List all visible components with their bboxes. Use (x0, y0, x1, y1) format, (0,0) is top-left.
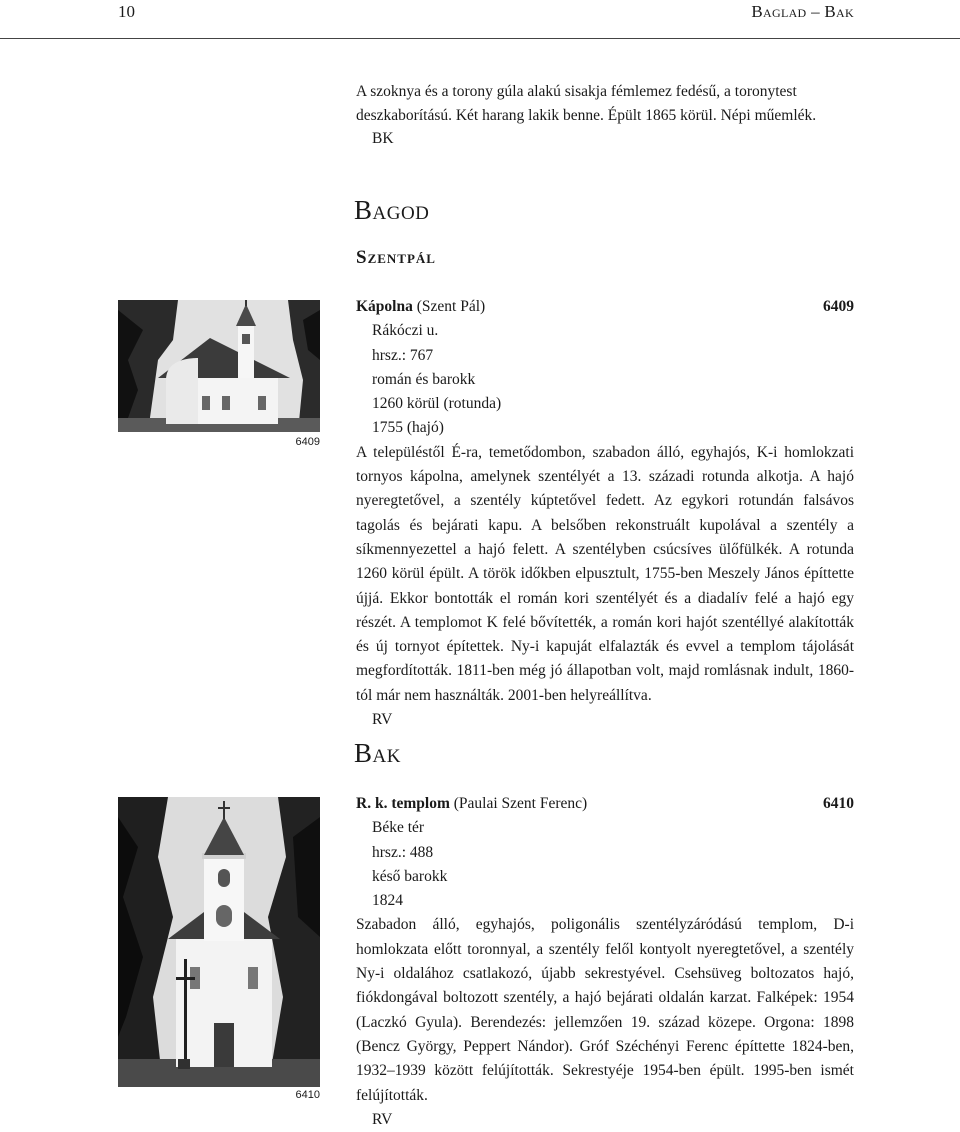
entry-date-1: 1260 körül (rotunda) (372, 395, 502, 413)
running-title: Baglad – Bak (751, 2, 854, 21)
chapel-illustration (118, 300, 320, 432)
entry-number: 6409 (823, 298, 854, 315)
town-heading-bagod: Bagod (354, 195, 430, 225)
entry-style: román és barokk (372, 370, 476, 388)
entry-title-row (356, 792, 854, 816)
entry-6410 (356, 792, 854, 1132)
intro-signature: BK (372, 130, 394, 147)
intro-paragraph: A szoknya és a torony gúla alakú sisakja fémlemez fedésű, a toronytest deszkaborítású. Két harang lakik benne. Épült 1865 körül. Népi műemlék. (356, 83, 817, 125)
town-heading-bak: Bak (354, 738, 401, 768)
entry-description: Szabadon álló, egyhajós, poligonális szentélyzáródású templom, D-i homlokzata előtt toronnyal, a szentély felől kontyolt nyeregtetővel, a szentély Ny-i oldalához csatlakozó, újabb sekrestyével. Csehsüveg boltozatos hajó, fiókdongával boltozott szentély, a hajó bejárati oldalán karzat. Falképek: 1954 (Laczkó Gyula). Berendezés: jellemzően 19. század közepe. Orgona: 1898 (Bencz György, Peppert Nándor). Gróf Széchényi Ferenc építtette 1824-ben, 1932–1939 között felújították. Sekrestyéje 1954-ben épült. 1995-ben ismét felújították. (356, 916, 854, 1104)
entry-signature: RV (372, 1110, 393, 1128)
entry-parcel: hrsz.: 488 (372, 843, 434, 861)
chapel-photo (118, 300, 320, 432)
church-illustration (118, 797, 320, 1087)
entry-title-bold: Kápolna (356, 298, 413, 315)
entry-6409 (356, 295, 854, 732)
header-rule (0, 38, 960, 39)
photo-caption-6410: 6410 (295, 1089, 320, 1101)
entry-title-bold: R. k. templom (356, 795, 450, 812)
locality-heading-szentpal: Szentpál (356, 247, 436, 268)
entry-title-row (356, 295, 854, 319)
church-photo (118, 797, 320, 1087)
entry-number: 6410 (823, 795, 854, 812)
entry-signature: RV (372, 711, 393, 729)
entry-style: késő barokk (372, 867, 448, 885)
photo-6409 (118, 300, 320, 460)
photo-6410 (118, 797, 320, 1103)
entry-date-2: 1755 (hajó) (372, 419, 444, 437)
entry-title (356, 792, 587, 816)
entry-parcel: hrsz.: 767 (372, 346, 434, 364)
entry-title-rest: (Szent Pál) (412, 298, 486, 315)
entry-address: Béke tér (372, 819, 425, 837)
entry-date: 1824 (372, 892, 403, 910)
entry-address: Rákóczi u. (372, 322, 439, 340)
photo-caption-6409: 6409 (295, 436, 320, 448)
page-number: 10 (118, 2, 135, 21)
entry-description: A településtől É-ra, temetődombon, szabadon álló, egyhajós, K-i homlokzati tornyos kápolna, amelynek szentélyét a 13. századi rotunda alkotja. A hajó nyeregtetővel, a szentély kúptetővel fedett. Az egykori rotundán falsávos tagolás és bejárati kapu. A belsőben rekonstruált kupolával a szentély a síkmennyezettel a hajó felett. A szentélyben csúcsíves ülőfülkék. A rotunda 1260 körül épült. A török időkben elpusztult, 1755-ben Meszely János építtette újjá. Ekkor bontották el román kori szentélyét és a diadalív felé a hajó egy részét. A templomot K felé bővítették, a román kori hajót szentéllyé alakították és új tornyot építettek. Ny-i kapuját elfalazták és evvel a templom tájolását megfordították. 1811-ben még jó állapotban volt, majd romlásnak indult, 1860-tól már nem használták. 2001-ben helyreállítva. (356, 443, 854, 704)
entry-title (356, 295, 485, 319)
entry-title-rest: (Paulai Szent Ferenc) (449, 795, 588, 812)
